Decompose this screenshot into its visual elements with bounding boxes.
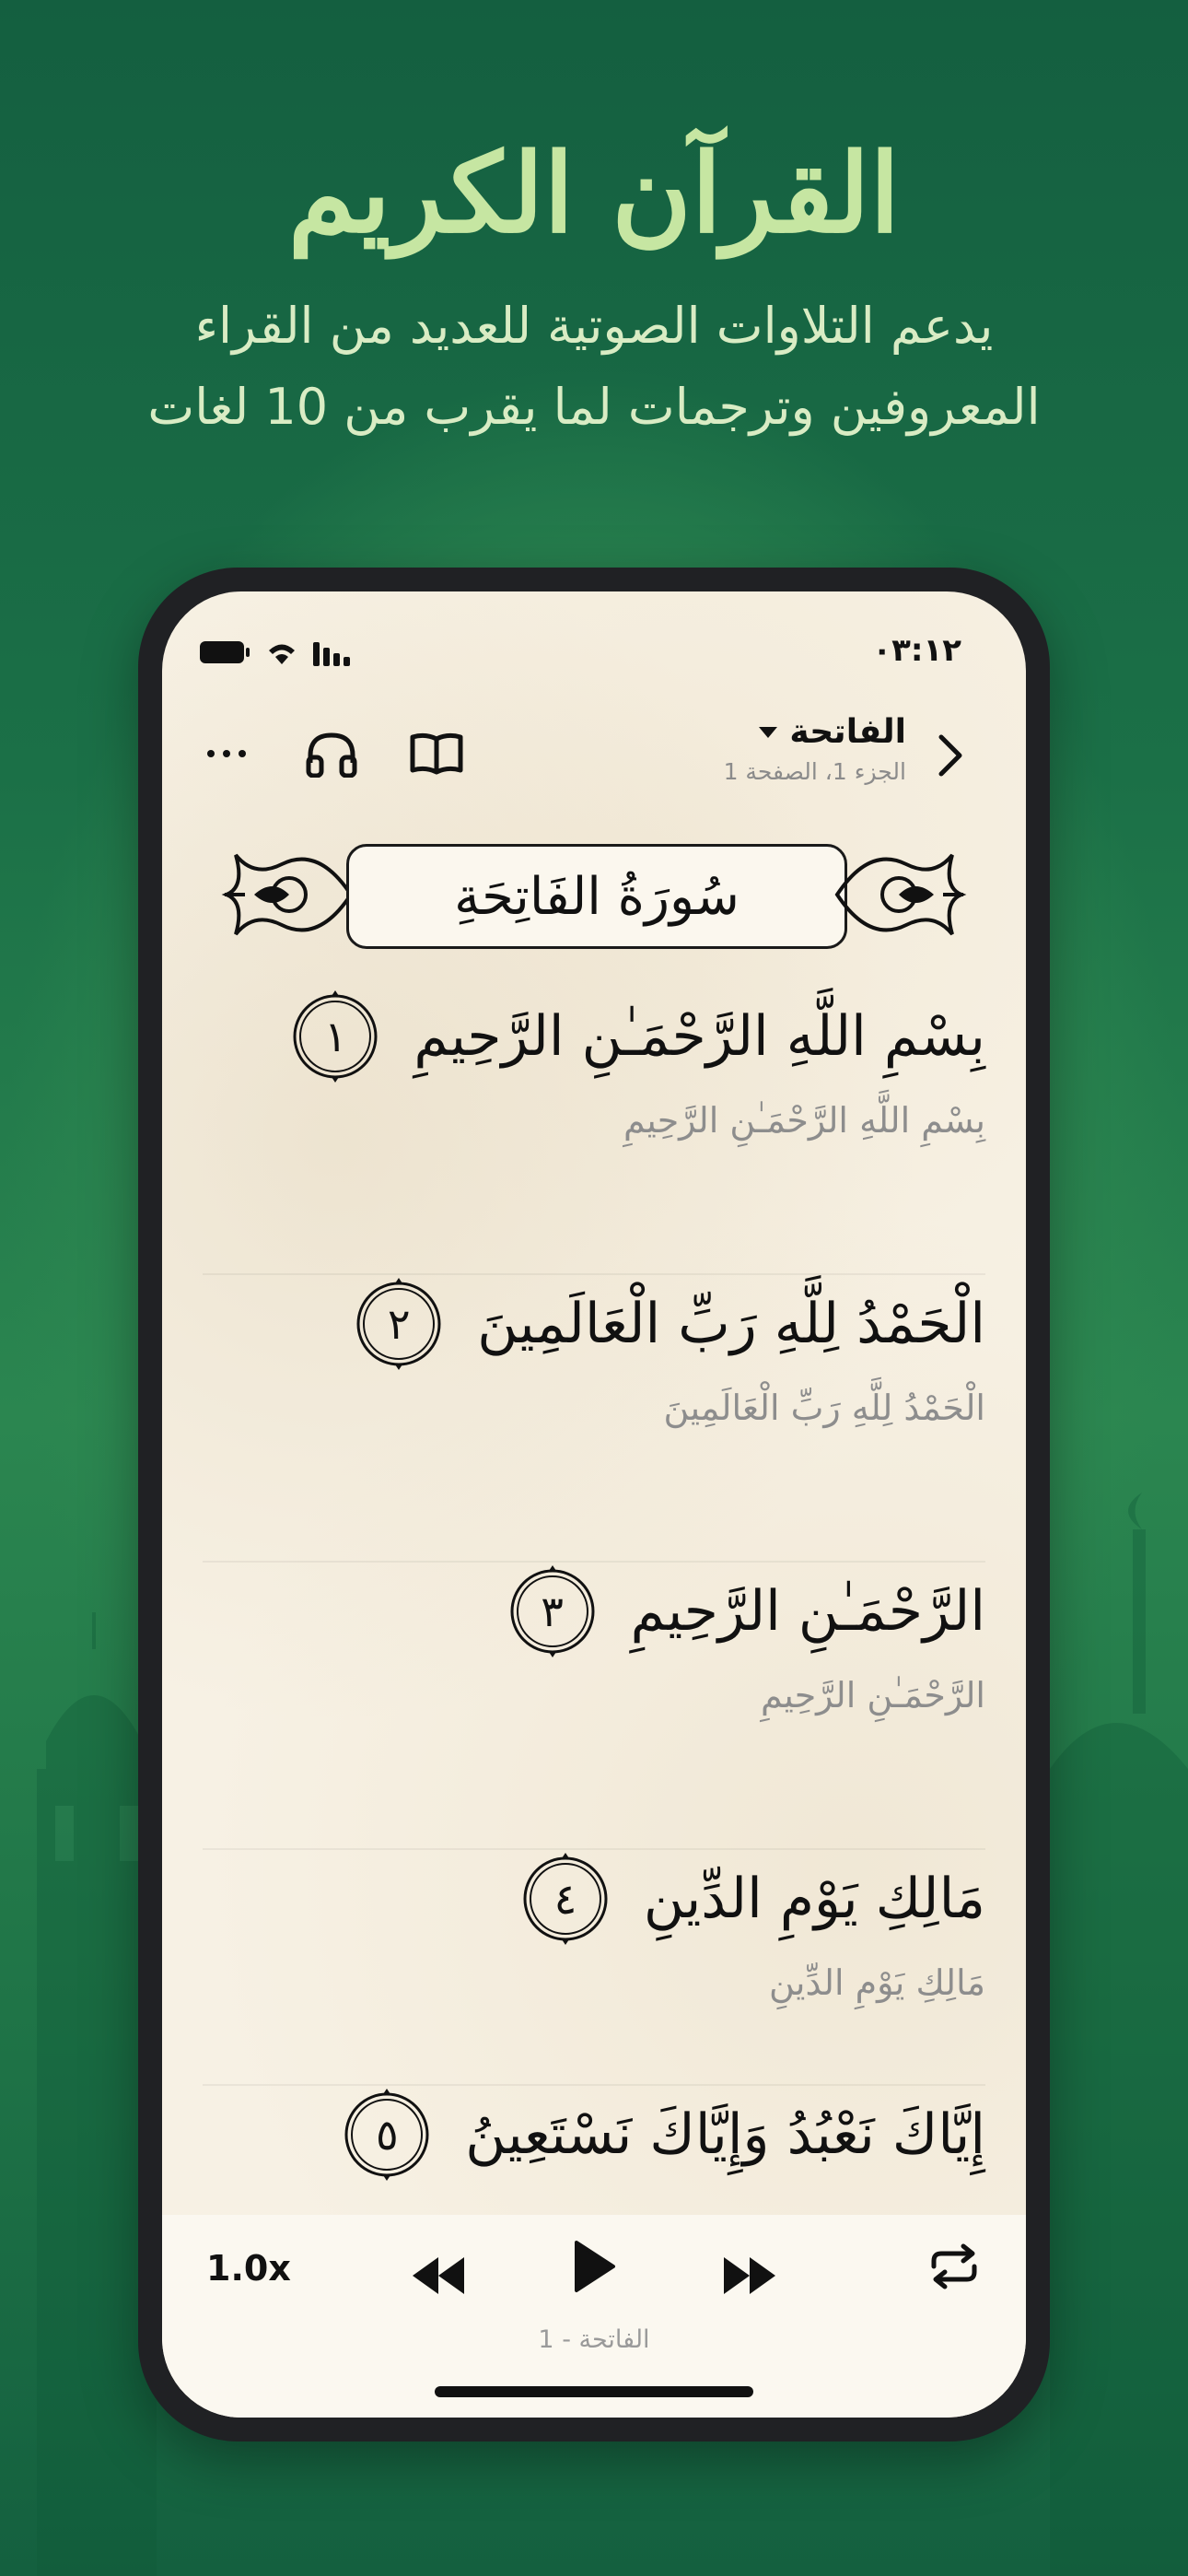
verse-arabic: الرَّحْمَـٰنِ الرَّحِيمِ <box>630 1579 985 1644</box>
verse-arabic: بِسْمِ اللَّهِ الرَّحْمَـٰنِ الرَّحِيمِ <box>413 1004 985 1069</box>
nav-subtitle: الجزء 1، الصفحة 1 <box>723 758 906 785</box>
status-bar <box>199 625 989 680</box>
book-icon[interactable] <box>409 728 464 779</box>
player-track-label: الفاتحة - 1 <box>538 2325 650 2354</box>
minaret-silhouette-icon <box>1031 1493 1188 2576</box>
wifi-icon <box>263 638 300 666</box>
home-indicator <box>435 2386 753 2397</box>
nav-title: الفاتحة <box>789 713 906 751</box>
more-icon[interactable] <box>199 728 254 779</box>
verse-item[interactable] <box>203 1561 985 1715</box>
promo-subtitle: يدعم التلاوات الصوتية للعديد من القراء المعروفين وترجمات لما يقرب من 10 لغات <box>147 297 1041 436</box>
status-time: ٠٣:١٢ <box>872 632 961 669</box>
verse-arabic: إِيَّاكَ نَعْبُدُ وَإِيَّاكَ نَسْتَعِينُ <box>465 2102 985 2167</box>
dropdown-arrow-icon <box>758 726 778 739</box>
verse-number-badge: ٢ <box>354 1274 444 1374</box>
battery-icon <box>199 639 250 665</box>
fast-forward-icon[interactable] <box>722 2255 777 2296</box>
chevron-right-icon[interactable] <box>932 728 969 783</box>
phone-frame <box>138 568 1050 2441</box>
verse-item[interactable] <box>203 1273 985 1428</box>
verse-number-badge: ٣ <box>507 1562 598 1661</box>
verse-number-badge: ٤ <box>520 1849 611 1949</box>
verse-translit: الْحَمْدُ لِلَّهِ رَبِّ الْعَالَمِينَ <box>663 1388 985 1428</box>
play-icon[interactable] <box>571 2239 617 2294</box>
surah-title: سُورَةُ الفَاتِحَةِ <box>346 844 847 949</box>
verse-number-badge: ١ <box>290 987 380 1086</box>
verse-translit: الرَّحْمَـٰنِ الرَّحِيمِ <box>760 1675 985 1715</box>
verse-arabic: مَالِكِ يَوْمِ الدِّينِ <box>643 1867 985 1931</box>
verse-item[interactable] <box>203 986 985 1141</box>
repeat-icon[interactable] <box>926 2242 982 2290</box>
phone-screen <box>162 591 1026 2418</box>
status-icons <box>199 636 354 669</box>
verse-translit: مَالِكِ يَوْمِ الدِّينِ <box>768 1962 985 2003</box>
rewind-icon[interactable] <box>411 2255 466 2296</box>
nav-actions <box>199 728 464 779</box>
headphones-icon[interactable] <box>304 728 359 779</box>
surah-header <box>217 837 971 953</box>
verse-translit: بِسْمِ اللَّهِ الرَّحْمَـٰنِ الرَّحِيمِ <box>623 1100 985 1141</box>
verse-arabic: الْحَمْدُ لِلَّهِ رَبِّ الْعَالَمِينَ <box>477 1292 985 1356</box>
ornament-right-icon <box>833 837 971 953</box>
ornament-left-icon <box>217 837 355 953</box>
surah-selector[interactable] <box>724 709 906 789</box>
signal-icon <box>313 638 354 666</box>
player-controls <box>411 2239 777 2313</box>
verse-item[interactable] <box>203 1848 985 2003</box>
playback-speed-button[interactable]: 1.0x <box>206 2248 291 2289</box>
promo-title: القرآن الكريم <box>287 129 901 257</box>
nav-bar <box>162 700 1026 802</box>
verse-item[interactable] <box>203 2084 985 2185</box>
verse-number-badge: ٥ <box>342 2085 432 2184</box>
